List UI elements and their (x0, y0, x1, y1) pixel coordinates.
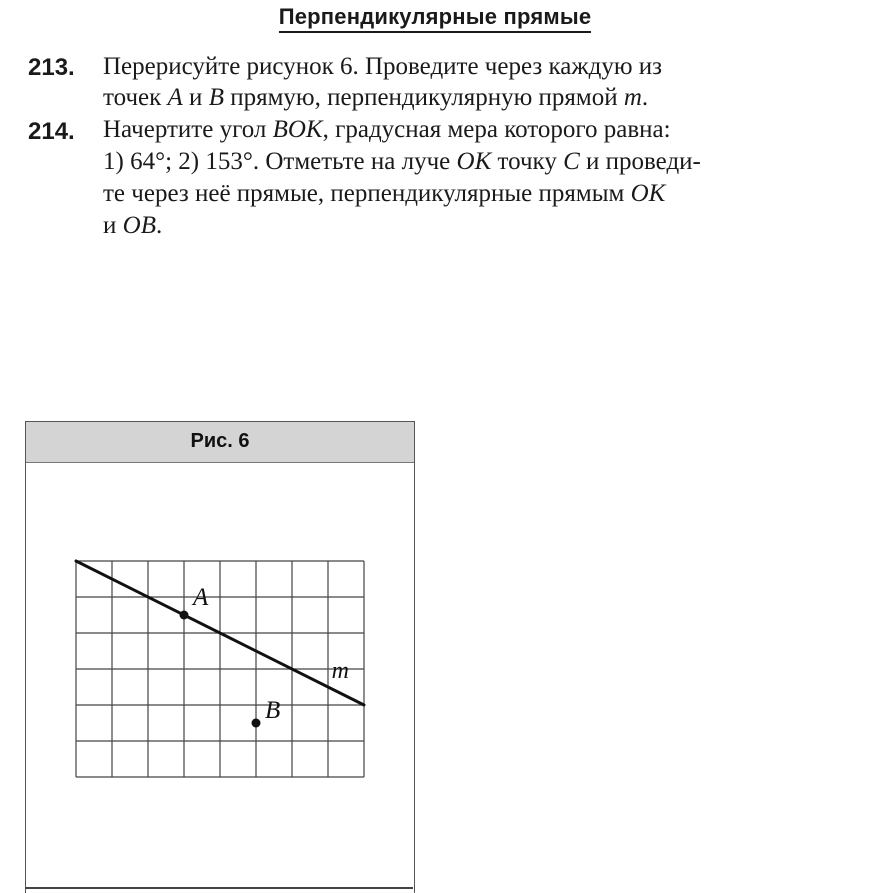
bottom-rule (25, 887, 413, 889)
section-title (0, 4, 870, 33)
math-symbol: B (208, 84, 224, 111)
math-symbol: BOK (272, 116, 323, 143)
text-run: прямую, перпендикулярную прямой (223, 84, 624, 111)
point-a-label: A (193, 584, 209, 611)
text-run: . (641, 84, 649, 111)
point-b-label: B (265, 697, 281, 724)
math-symbol: OK (456, 148, 492, 175)
math-symbol: OK (630, 180, 666, 207)
text-run: 1) 64°; 2) 153°. Отметьте на луче (103, 148, 457, 175)
math-symbol: A (167, 84, 183, 111)
math-symbol: C (563, 148, 580, 175)
text-run: , градусная мера которого равна: (322, 116, 671, 143)
problem-213-line-2 (103, 84, 648, 112)
text-run: Перерисуйте рисунок 6. Проведите через каждую из (103, 53, 663, 80)
figure-6 (25, 421, 415, 893)
problem-214-line-3 (103, 180, 665, 208)
text-run: точку (491, 148, 564, 175)
text-run: и проведи- (579, 148, 701, 175)
problem-214-line-1 (103, 116, 671, 144)
problem-213-line-1 (103, 53, 662, 81)
problem-number: 214. (28, 118, 75, 145)
problem-214-line-4 (103, 212, 162, 240)
figure-caption: Рис. 6 (190, 430, 250, 452)
problem-214-line-2 (103, 148, 701, 176)
text-run: точек (103, 84, 168, 111)
line-m-label: m (331, 658, 349, 684)
text-run: те через неё прямые, перпендикулярные прямым (103, 180, 631, 207)
text-run: Начертите угол (103, 116, 273, 143)
math-symbol: m (623, 84, 642, 111)
point-a (180, 611, 189, 620)
text-run: и (182, 84, 209, 111)
problem-number: 213. (28, 54, 75, 81)
text-run: и (103, 212, 123, 239)
math-symbol: OB (122, 212, 156, 239)
figure-diagram (26, 422, 414, 893)
point-b (252, 719, 261, 728)
section-title-text: Перпендикулярные прямые (279, 4, 592, 33)
text-run: . (155, 212, 163, 239)
grid (76, 561, 364, 777)
